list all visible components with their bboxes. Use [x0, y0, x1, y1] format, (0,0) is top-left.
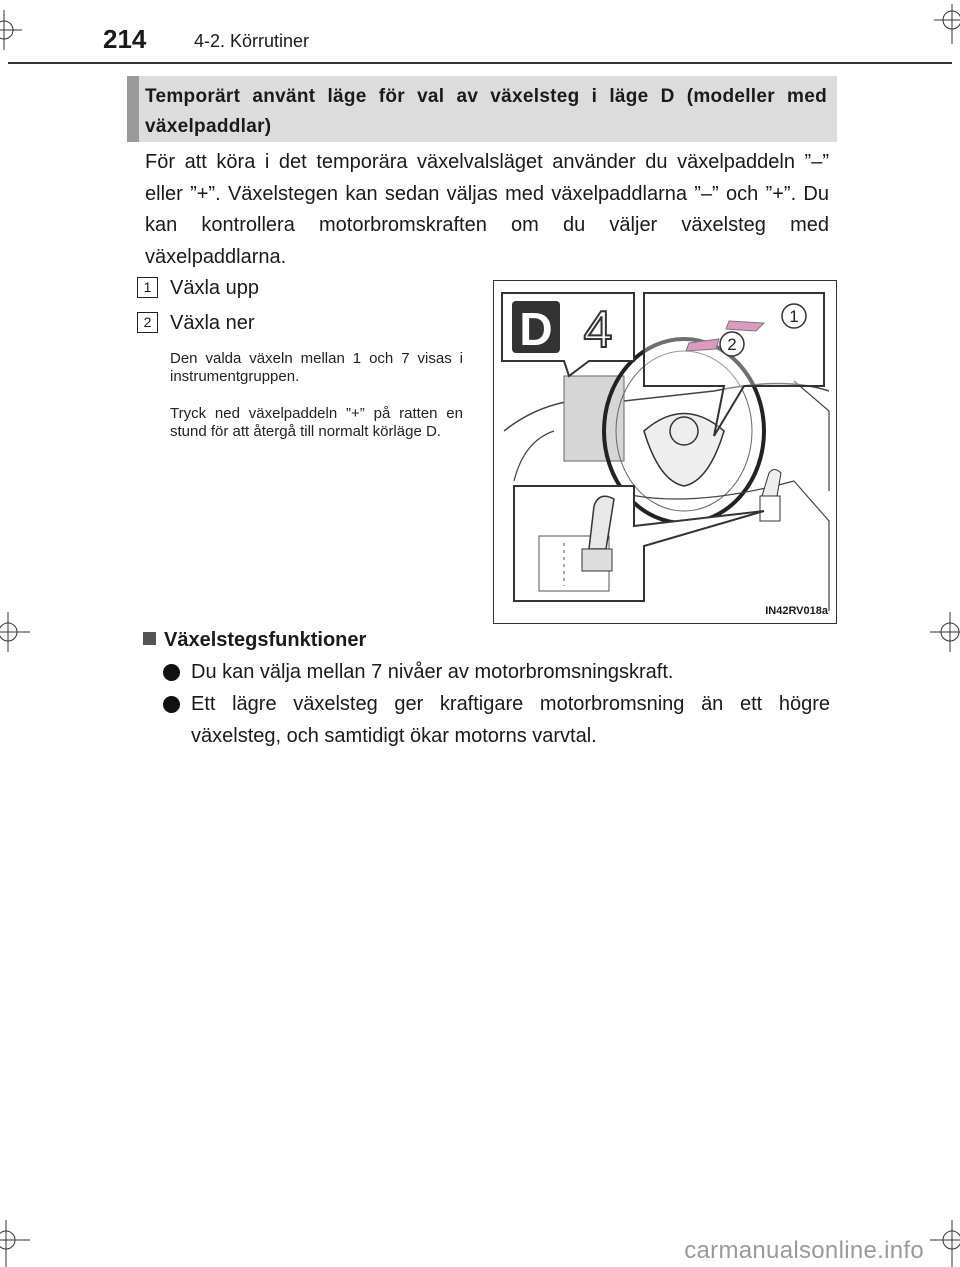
item-label-shift-down: Växla ner [170, 312, 255, 334]
display-gear-digit: 4 [583, 301, 613, 359]
note-gear-display: Den valda växeln mellan 1 och 7 visas i instrumentgruppen. [170, 350, 463, 385]
bullet-icon [163, 664, 180, 681]
item-label-shift-up: Växla upp [170, 277, 259, 299]
figure-paddle-shift [493, 280, 837, 624]
registration-mark-icon [930, 612, 960, 652]
figure-code: IN42RV018a [765, 605, 828, 617]
bullet-icon [163, 696, 180, 713]
subsection-heading [143, 629, 366, 652]
square-bullet-icon [143, 632, 156, 645]
display-gear-letter: D [519, 303, 553, 355]
footer-watermark: carmanualsonline.info [684, 1237, 924, 1264]
registration-mark-icon [0, 1220, 30, 1267]
registration-mark-icon [0, 10, 22, 50]
registration-mark-icon [934, 4, 960, 44]
bullet-engine-braking-levels: Du kan välja mellan 7 nivåer av motorbromsningskraft. [191, 661, 674, 683]
page-number: 214 [103, 24, 147, 54]
item-number-1: 1 [137, 277, 158, 298]
header-divider [8, 62, 952, 64]
intro-paragraph: För att köra i det temporära växelvalsläget använder du växelpaddeln ”–” eller ”+”. Växelstegen kan sedan väljas med växelpaddlarna ”–” och ”+”. Du kan kontrollera motorbromskraften om du väljer växelsteg med växelpaddlarna. [145, 151, 829, 268]
cockpit-illustration [494, 281, 836, 623]
callout-number-1: 1 [789, 307, 799, 326]
subsection-heading-text: Växelstegsfunktioner [164, 629, 367, 651]
note-return-to-d: Tryck ned växelpaddeln ”+” på ratten en stund för att återgå till normalt körläge D. [170, 405, 463, 440]
bullet-lower-gear-effect: Ett lägre växelsteg ger kraftigare motorbromsning än ett högre växelsteg, och samtidigt ökar motorns varvtal. [191, 693, 830, 747]
registration-mark-icon [0, 612, 30, 652]
callout-number-2: 2 [727, 335, 737, 354]
registration-mark-icon [930, 1220, 960, 1267]
section-title: 4-2. Körrutiner [194, 31, 310, 51]
section-heading: Temporärt använt läge för val av växelsteg i läge D (modeller med växelpaddlar) [145, 86, 827, 137]
item-number-2: 2 [137, 312, 158, 333]
